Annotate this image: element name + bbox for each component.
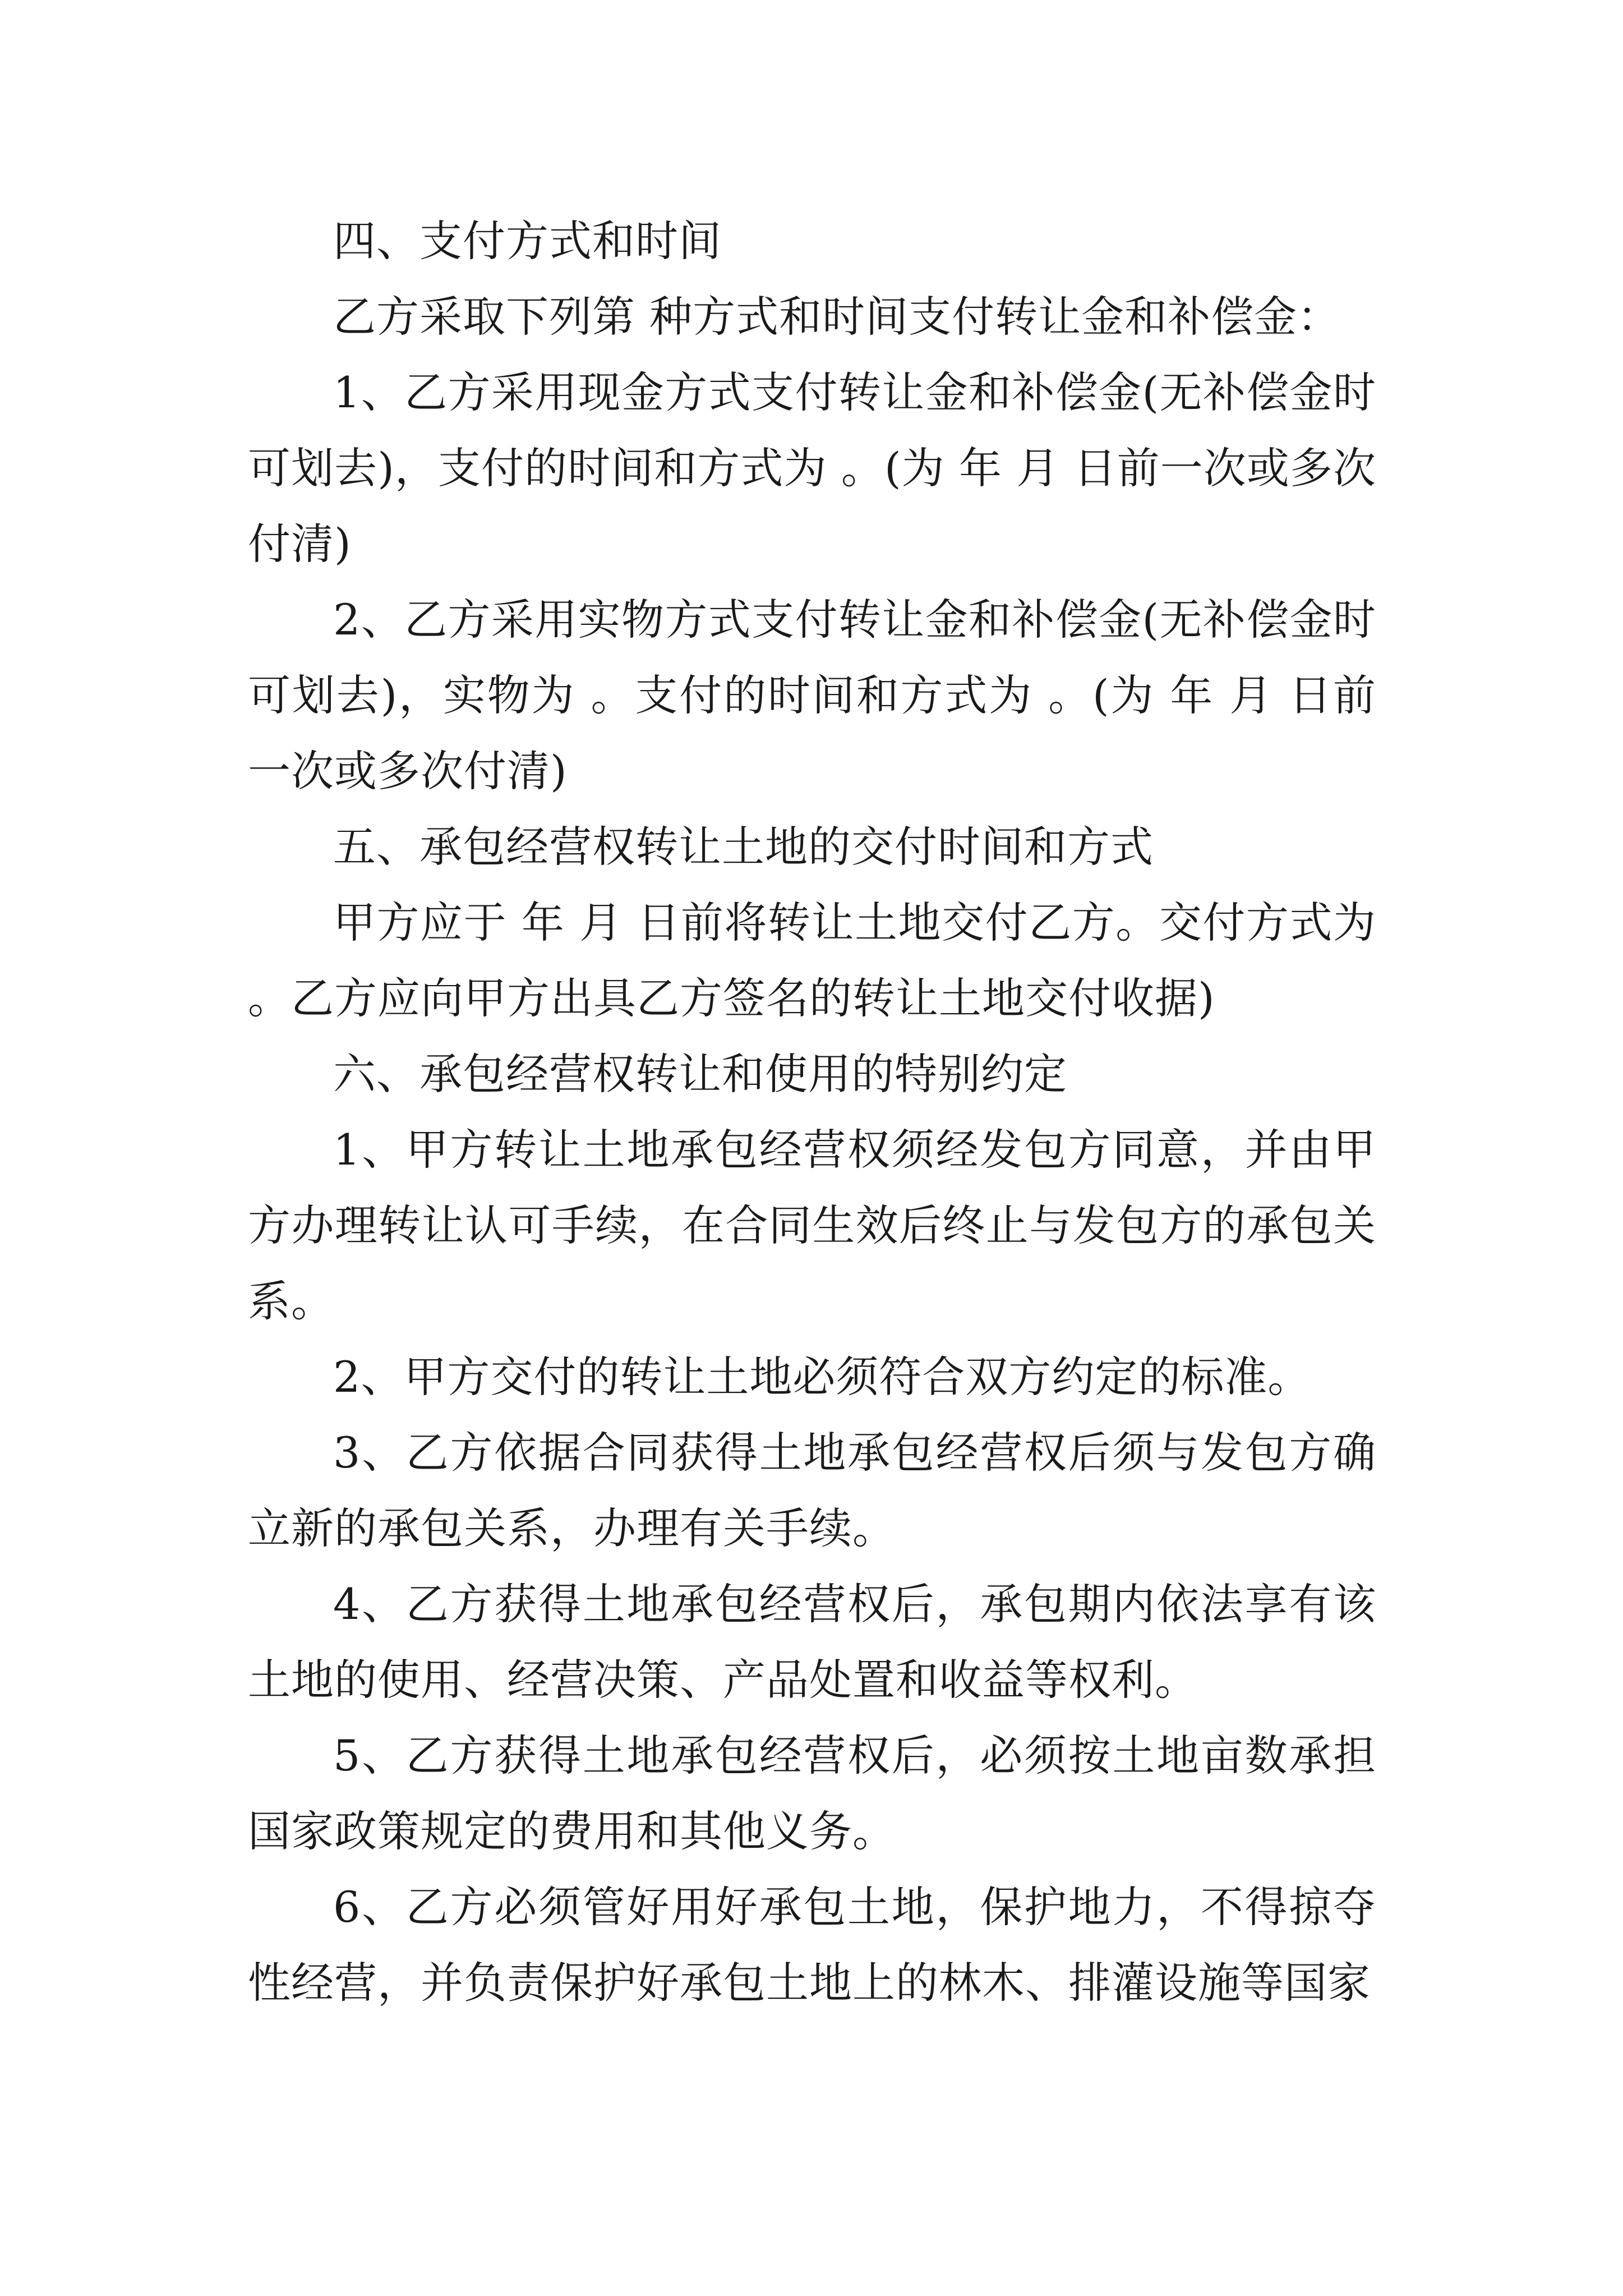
special-term-5: 5、乙方获得土地承包经营权后，必须按土地亩数承担国家政策规定的费用和其他义务。	[248, 1731, 1376, 1856]
document-body	[248, 203, 1391, 2021]
payment-inkind-paragraph: 2、乙方采用实物方式支付转让金和补偿金(无补偿金时可划去)，实物为 。支付的时间和方式为 。(为 年 月 日前一次或多次付清)	[248, 595, 1376, 796]
payment-cash-paragraph: 1、乙方采用现金方式支付转让金和补偿金(无补偿金时可划去)，支付的时间和方式为 。(为 年 月 日前一次或多次付清)	[248, 367, 1376, 569]
section-heading-special-terms: 六、承包经营权转让和使用的特别约定	[333, 1049, 1067, 1099]
special-term-6: 6、乙方必须管好用好承包土地，保护地力，不得掠夺性经营，并负责保护好承包土地上的林木、排灌设施等国家	[248, 1882, 1376, 2008]
special-term-3: 3、乙方依据合同获得土地承包经营权后须与发包方确立新的承包关系，办理有关手续。	[248, 1428, 1376, 1553]
delivery-paragraph: 甲方应于 年 月 日前将转让土地交付乙方。交付方式为 。乙方应向甲方出具乙方签名的转让土地交付收据)	[248, 898, 1391, 1023]
special-term-1: 1、甲方转让土地承包经营权须经发包方同意，并由甲方办理转让认可手续，在合同生效后终止与发包方的承包关系。	[248, 1125, 1376, 1326]
section-heading-delivery: 五、承包经营权转让土地的交付时间和方式	[333, 822, 1154, 872]
special-term-4: 4、乙方获得土地承包经营权后，承包期内依法享有该土地的使用、经营决策、产品处置和收益等权利。	[248, 1579, 1376, 1705]
payment-choice-paragraph: 乙方采取下列第 种方式和时间支付转让金和补偿金：	[333, 292, 1341, 342]
special-term-2: 2、甲方交付的转让土地必须符合双方约定的标准。	[333, 1352, 1311, 1402]
section-heading-payment: 四、支付方式和时间	[333, 216, 722, 266]
